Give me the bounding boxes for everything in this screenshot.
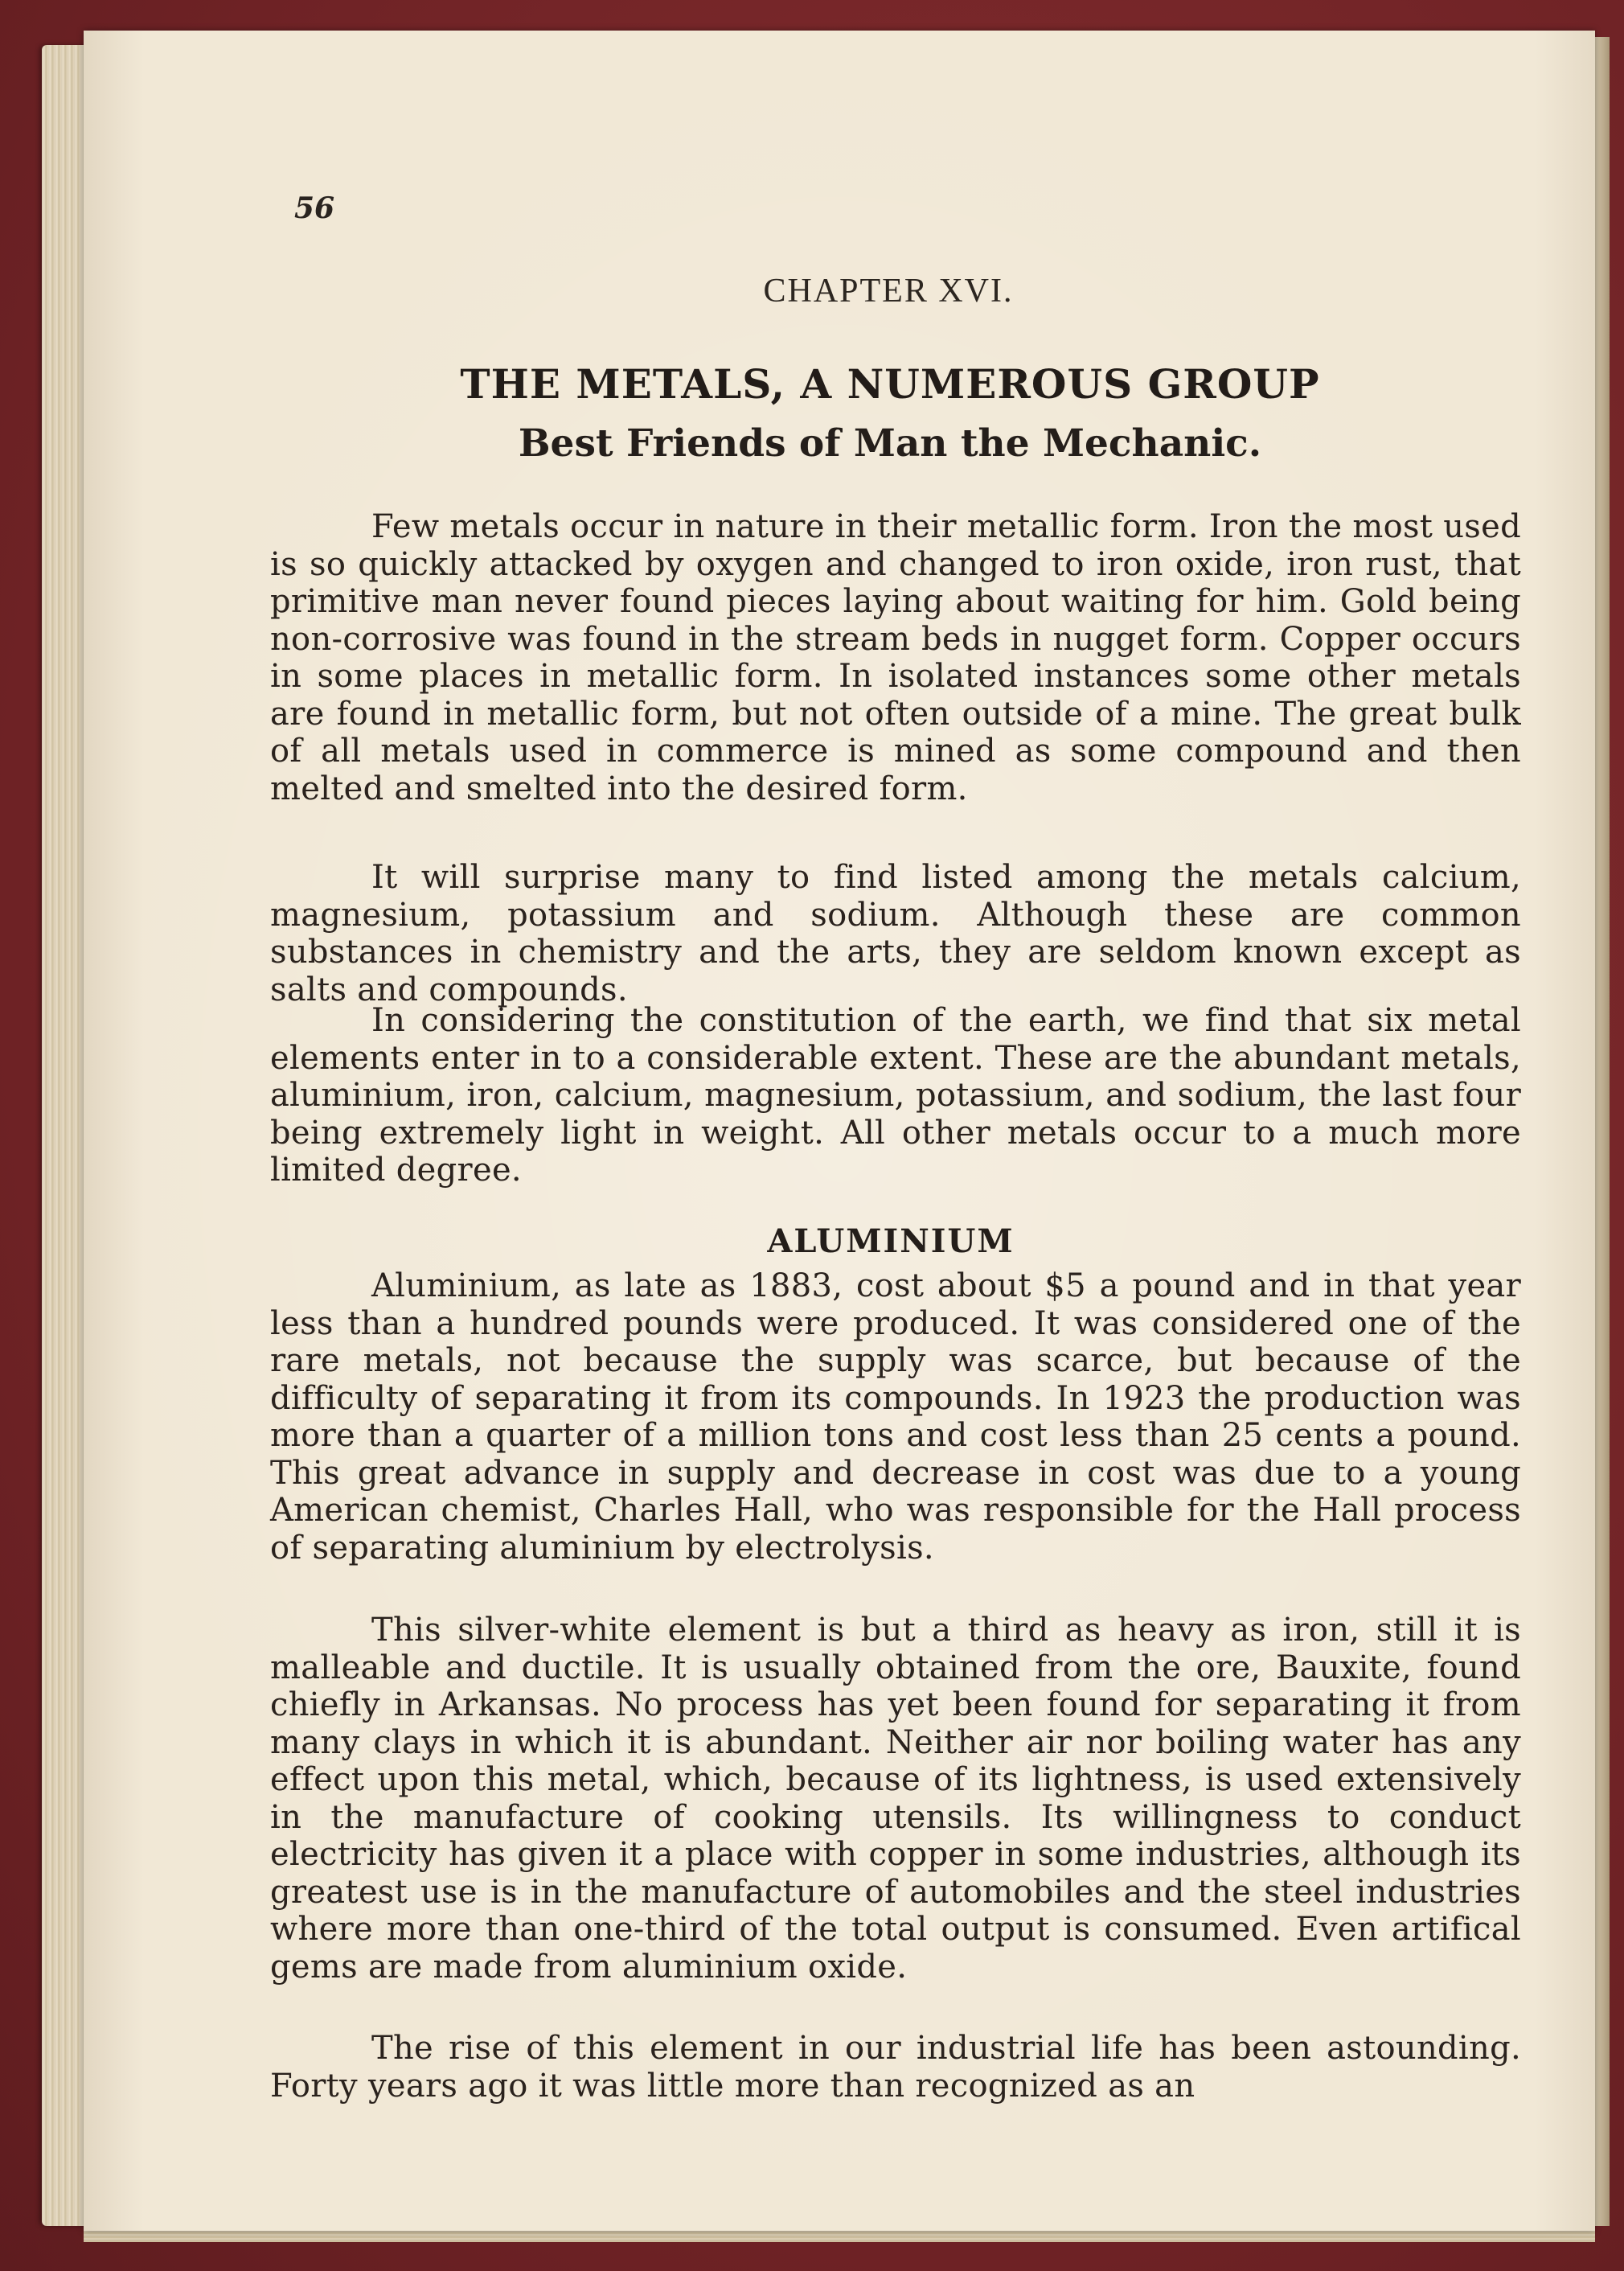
section-heading: ALUMINIUM <box>767 1222 1015 1260</box>
paragraph: In considering the constitution of the earth, we find that six metal elements enter in to a considerable extent. These are the abundant metals, aluminium, iron, calcium, magnesium, potassium, and sodium, the last four being extremely light in weight. All other metals occur to a much more limited degree. <box>270 1002 1521 1189</box>
page-number: 56 <box>294 191 335 225</box>
paragraph: The rise of this element in our industrial life has been astounding. Forty years ago it was little more than recognized as an <box>270 2030 1521 2105</box>
paragraph: It will surprise many to find listed among the metals calcium, magnesium, potassium and sodium. Although these are common substances in chemistry and the arts, they are seldom known except as salts and compounds. <box>270 859 1521 1008</box>
paragraph: Aluminium, as late as 1883, cost about $5 a pound and in that year less than a hundred pounds were produced. It was considered one of the rare metals, not because the supply was scarce, but because of the difficulty of separating it from its compounds. In 1923 the production was more than a quarter of a million tons and cost less than 25 cents a pound. This great advance in supply and decrease in cost was due to a young American chemist, Charles Hall, who was responsible for the Hall process of separating aluminium by electrolysis. <box>270 1267 1521 1567</box>
chapter-heading: CHAPTER XVI. <box>763 273 1014 310</box>
book-bottom-edge <box>84 2231 1595 2242</box>
paragraph: Few metals occur in nature in their metallic form. Iron the most used is so quickly attacked by oxygen and changed to iron oxide, iron rust, that primitive man never found pieces laying about waiting for him. Gold being non-corrosive was found in the stream beds in nugget form. Copper occurs in some places in metallic form. In isolated instances some other metals are found in metallic form, but not often outside of a mine. The great bulk of all metals used in commerce is mined as some compound and then melted and smelted into the desired form. <box>270 508 1521 807</box>
paragraph: This silver-white element is but a third as heavy as iron, still it is malleable and ductile. It is usually obtained from the ore, Bauxite, found chiefly in Arkansas. No process has yet been found for separating it from many clays in which it is abundant. Neither air nor boiling water has any effect upon this metal, which, because of its lightness, is used extensively in the manufacture of cooking utensils. Its willingness to conduct electricity has given it a place with copper in some industries, although its greatest use is in the manufacture of automobiles and the steel industries where more than one-third of the total output is consumed. Even artifical gems are made from aluminium oxide. <box>270 1612 1521 1986</box>
chapter-title: THE METALS, A NUMEROUS GROUP <box>460 360 1320 408</box>
chapter-subtitle: Best Friends of Man the Mechanic. <box>518 421 1262 466</box>
